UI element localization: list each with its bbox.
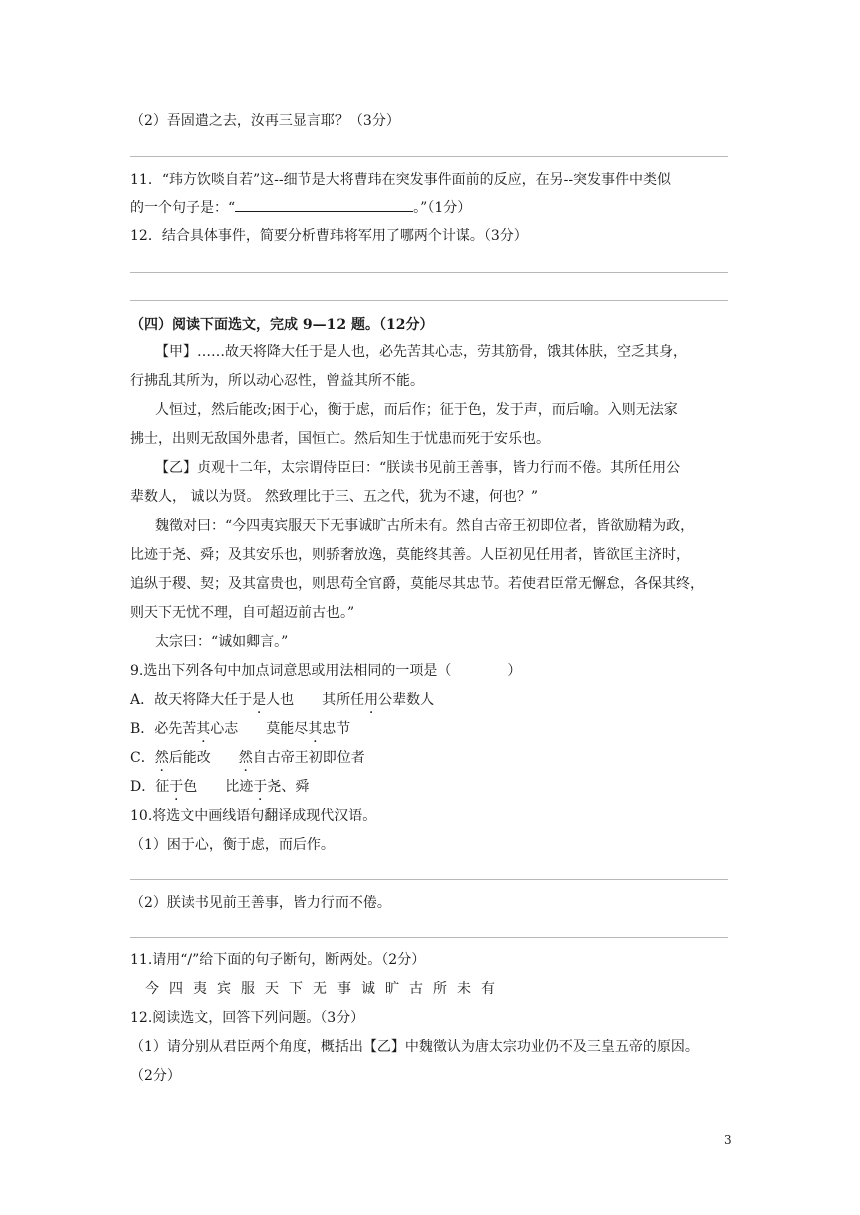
passage-yi-line: 辈数人， 诚以为贤。 然致理比于三、五之代，犹为不逮，何也？”: [130, 489, 539, 505]
answer-line: [130, 937, 728, 938]
section-4-heading: （四）阅读下面选文，完成 9—12 题。（12分）: [130, 317, 434, 333]
question-12: 12．结合具体事件，简要分析曹玮将军用了哪两个计谋。（3分）: [130, 228, 528, 244]
passage-jia-line: 行拂乱其所为，所以动心忍性，曾益其所不能。: [130, 373, 424, 389]
option-text: D．征: [130, 779, 170, 795]
dotted-word: 然: [238, 750, 253, 766]
dotted-word: 其: [308, 721, 323, 737]
question-12-sub-1: （1）请分别从君臣两个角度，概括出【乙】中魏徵认为唐太宗功业仍不及三皇五帝的原因。: [130, 1039, 699, 1055]
question-11-stem: 11.请用“/”给下面的句子断句，断两处。（2分）: [130, 952, 426, 968]
answer-line: [130, 879, 728, 880]
option-text: 人也 其所任: [266, 692, 365, 708]
answer-line: [130, 272, 728, 273]
passage-yi-line: 【乙】贞观十二年，太宗谓侍臣曰：“朕读书见前王善事，皆力行而不倦。其所任用公: [155, 460, 681, 476]
question-9-option-c[interactable]: [130, 748, 365, 768]
passage-yi-line: 则天下无忧不理，自可超迈前古也。”: [130, 605, 355, 621]
passage-jia-line: 拂士，出则无敌国外患者，国恒亡。然后知生于忧患而死于安乐也。: [130, 431, 550, 447]
option-text: 自古帝王初即位者: [252, 750, 365, 766]
question-9-option-d[interactable]: [130, 777, 309, 797]
question-9-option-a[interactable]: [130, 690, 434, 710]
fill-in-blank[interactable]: [235, 197, 413, 212]
question-10-2: （2）吾固遣之去，汝再三显言耶？（3分）: [130, 113, 400, 129]
question-11-prefix: 的一个句子是：“: [130, 200, 236, 216]
option-text: 公辈数人: [378, 692, 435, 708]
dotted-word: 于: [169, 779, 184, 795]
option-text: 色 比迹: [183, 779, 254, 795]
answer-line: [130, 156, 728, 157]
option-text: 尧、舜: [267, 779, 310, 795]
dotted-word: 是: [252, 692, 267, 708]
passage-yi-line: 比迹于尧、舜；及其安乐也，则骄奢放逸，莫能终其善。人臣初见任用者，皆欲匡主济时，: [130, 547, 690, 563]
dotted-word: 然: [154, 750, 169, 766]
option-text: A．故天将降大任于: [130, 692, 253, 708]
passage-jia-line: 【甲】……故天将降大任于是人也，必先苦其心志，劳其筋骨，饿其体肤，空乏其身，: [155, 344, 687, 360]
question-10-sentence-1: （1）困于心，衡于虑，而后作。: [130, 837, 335, 853]
question-12-stem: 12.阅读选文，回答下列问题。（3分）: [130, 1010, 365, 1026]
option-text: B．必先苦: [130, 721, 197, 737]
question-9-stem: 9.选出下列各句中加点词意思或用法相同的一项是（ ）: [130, 663, 522, 679]
passage-yi-line: 魏徵对曰：“今四夷宾服天下无事诚旷古所未有。然自古帝王初即位者，皆欲励精为政，: [155, 518, 695, 534]
dotted-word: 其: [196, 721, 211, 737]
question-11-suffix: 。”（1分）: [413, 200, 472, 216]
question-11-line-2: [130, 197, 471, 218]
option-text: 心志 莫能尽: [210, 721, 309, 737]
sentence-to-punctuate[interactable]: 今四夷宾服天下无事诚旷古所未有: [145, 981, 505, 997]
question-10-stem: 10.将选文中画线语句翻译成现代汉语。: [130, 808, 377, 824]
passage-yi-line: 太宗曰：“诚如卿言。”: [155, 634, 289, 650]
passage-jia-line: 人恒过，然后能改;困于心，衡于虑，而后作；征于色，发于声，而后喻。入则无法家: [155, 402, 678, 418]
question-11-line-1: 11．“玮方饮啖自若”这--细节是大将曹玮在突发事件面前的反应，在另--突发事件中类似: [130, 172, 672, 188]
question-12-sub-1-points: （2分）: [130, 1068, 181, 1084]
answer-line: [130, 300, 728, 301]
dotted-word: 于: [253, 779, 268, 795]
option-text: C．: [130, 750, 155, 766]
dotted-word: 用: [364, 692, 379, 708]
option-text: 后能改: [168, 750, 239, 766]
question-9-option-b[interactable]: [130, 719, 350, 739]
page-number: 3: [724, 1133, 732, 1147]
passage-yi-line: 追纵于稷、契；及其富贵也，则思苟全官爵，莫能尽其忠节。若使君臣常无懈怠，各保其终，: [130, 576, 704, 592]
question-10-sentence-2: （2）朕读书见前王善事，皆力行而不倦。: [130, 895, 391, 911]
option-text: 忠节: [322, 721, 351, 737]
